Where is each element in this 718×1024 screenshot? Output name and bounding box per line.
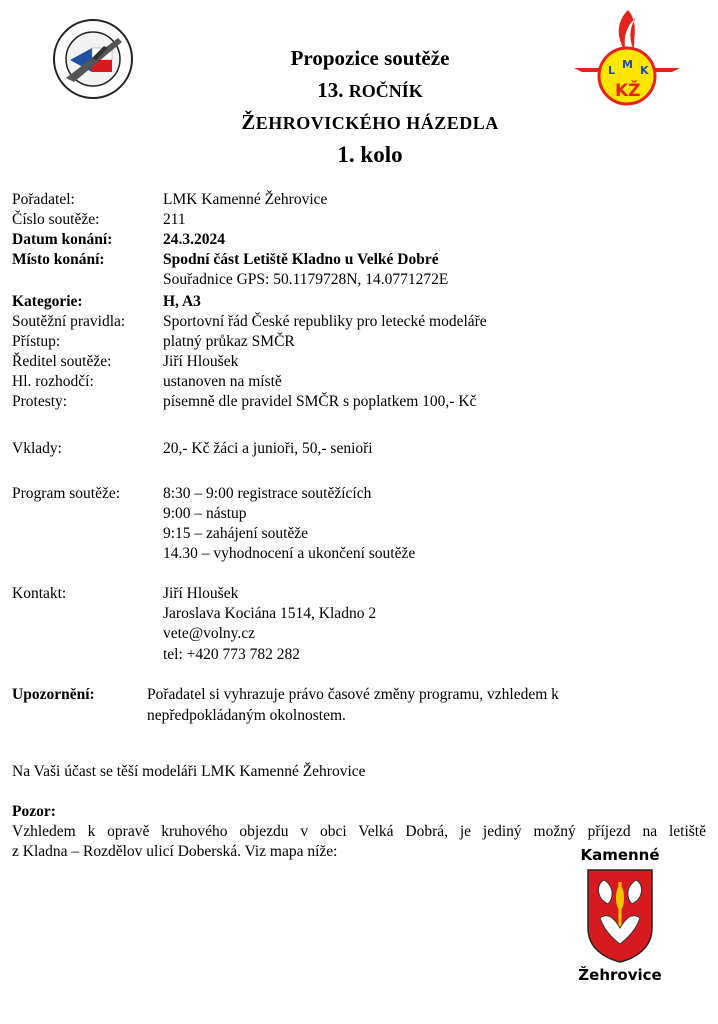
warning-text-line-2: z Kladna – Rozdělov ulicí Doberská. Viz mapa níže: [12,843,338,860]
program-item: 9:00 – nástup [163,505,247,522]
info-label: Přístup: [12,333,61,350]
info-value: ustanoven na místě [163,373,282,390]
info-value: platný průkaz SMČR [163,333,295,350]
info-label: Hl. rozhodčí: [12,373,94,390]
edition-number: 13. [317,78,349,102]
lmk-kz-logo [568,8,686,110]
title-line-2 [190,78,550,103]
info-label: Pořadatel: [12,191,75,208]
info-value: Sportovní řád České republiky pro letecké modeláře [163,313,487,330]
crest-top-text: Kamenné [580,846,660,864]
contact-email[interactable]: vete@volny.cz [163,625,256,642]
info-value: Souřadnice GPS: 50.1179728N, 14.0771272E [163,271,449,288]
info-label: Protesty: [12,393,68,410]
greeting-text: Na Vaši účast se těší modeláři LMK Kamenné Žehrovice [12,763,366,780]
contact-phone: tel: +420 773 782 282 [163,646,301,663]
title-line-1: Propozice soutěže [290,46,450,70]
info-value: H, A3 [163,293,201,310]
info-label: Ředitel soutěže: [12,353,112,370]
club-logo-left [52,18,134,100]
info-label: Místo konání: [12,251,105,268]
fees-label: Vklady: [12,440,62,457]
edition-word: ROČNÍK [348,81,423,101]
crest-bottom-text: Žehrovice [578,966,662,984]
warning-title: Pozor: [12,803,56,820]
logo-letter-l: L [608,64,616,77]
info-value: LMK Kamenné Žehrovice [163,191,328,208]
contact-address: Jaroslava Kociána 1514, Kladno 2 [163,605,377,622]
logo-letter-k: K [640,64,649,77]
info-label: Číslo soutěže: [12,211,100,228]
event-name-rest: EHROVICKÉHO HÁZEDLA [255,113,499,133]
logo-letters-kz: KŽ [615,81,641,101]
warning-text-line-1: Vzhledem k opravě kruhového objezdu v obci Velká Dobrá, je jediný možný příjezd na letiště [12,823,706,840]
logo-letter-m: M [622,58,633,71]
program-item: 14.30 – vyhodnocení a ukončení soutěže [163,545,416,562]
info-value: písemně dle pravidel SMČR s poplatkem 100,- Kč [163,393,477,410]
info-value: Spodní část Letiště Kladno u Velké Dobré [163,251,439,268]
notice-text-line-1: Pořadatel si vyhrazuje právo časové změny programu, vzhledem k [147,686,559,703]
info-label: Soutěžní pravidla: [12,313,126,330]
fees-value: 20,- Kč žáci a junioři, 50,- senioři [163,440,373,457]
notice-text-line-2: nepředpokládaným okolnostem. [147,707,346,724]
municipality-crest [572,846,668,990]
notice-label: Upozornění: [12,686,95,703]
contact-label: Kontakt: [12,585,67,602]
program-item: 8:30 – 9:00 registrace soutěžících [163,485,372,502]
info-value: 24.3.2024 [163,231,225,248]
info-label: Kategorie: [12,293,83,310]
event-name-initial: Ž [241,110,256,134]
info-value: 211 [163,211,186,228]
info-label: Datum konání: [12,231,113,248]
contact-name: Jiří Hloušek [163,585,239,602]
title-line-3 [190,110,550,135]
round-title: 1. kolo [337,142,403,167]
crest-shield-icon [586,868,654,964]
info-value: Jiří Hloušek [163,353,239,370]
program-label: Program soutěže: [12,485,121,502]
program-item: 9:15 – zahájení soutěže [163,525,309,542]
